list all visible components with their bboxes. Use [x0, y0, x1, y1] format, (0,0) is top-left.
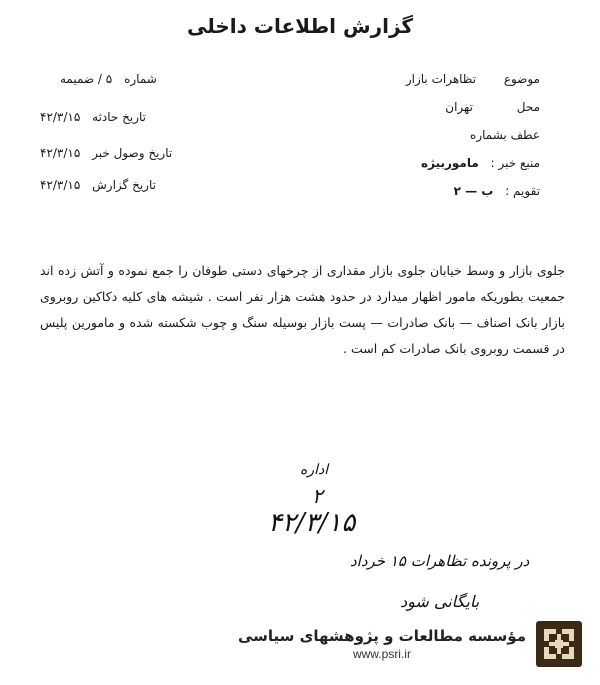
field-received-date-value: ۴۲/۳/۱۵: [40, 146, 81, 160]
handwritten-archive-note: بایگانی شود: [400, 592, 480, 611]
field-number: [60, 72, 157, 86]
field-report-date-value: ۴۲/۳/۱۵: [40, 178, 81, 192]
psri-logo-icon: [536, 621, 582, 667]
field-subject: [406, 72, 540, 86]
handwritten-number: ۲: [312, 484, 323, 508]
field-reference: [462, 128, 540, 142]
field-incident-date-label: تاریخ حادثه: [92, 110, 147, 124]
report-body: جلوی بازار و وسط خیابان جلوی بازار مقداری از چرخهای دستی طوفان را جمع نموده و آتش زده اند جمعیت بطوریکه مامور اظهار میدارد در حدود هشت هزار نفر است . شیشه های کلیه دکاکین روبروی بازار بانک اصناف — بانک صادرات — پست بازار بوسیله سنگ و چوب شکسته شده و مامورین پلیس در قسمت روبروی بانک صادرات کم است .: [40, 263, 565, 356]
field-incident-date-value: ۴۲/۳/۱۵: [40, 110, 81, 124]
field-source: [421, 156, 540, 170]
field-received-date: [40, 146, 172, 160]
field-calendar-label: تقویم :: [505, 184, 540, 198]
footer-text: [238, 627, 526, 661]
field-incident-date: [40, 110, 146, 124]
footer-url: www.psri.ir: [352, 647, 411, 661]
field-number-value: ۵ / ضمیمه: [60, 72, 113, 86]
field-calendar-value: ب — ۲: [453, 184, 494, 198]
field-location-value: تهران: [445, 100, 473, 114]
field-subject-value: تظاهرات بازار: [405, 72, 476, 86]
field-report-date: [40, 178, 156, 192]
field-source-label: منبع خبر :: [490, 156, 540, 170]
field-received-date-label: تاریخ وصول خبر: [92, 146, 173, 160]
field-subject-label: موضوع: [503, 72, 540, 86]
field-location-label: محل: [516, 100, 540, 114]
handwritten-note: اداره: [300, 462, 329, 478]
document-title: گزارش اطلاعات داخلی: [186, 14, 414, 38]
field-reference-label: عطف بشماره: [470, 128, 540, 142]
field-number-label: شماره: [124, 72, 157, 86]
field-report-date-label: تاریخ گزارش: [92, 178, 156, 192]
handwritten-date: ۴۲/۳/۱۵: [268, 508, 356, 538]
footer-branding: [238, 617, 582, 671]
footer-institute-name: مؤسسه مطالعات و پژوهشهای سیاسی: [237, 627, 526, 645]
handwritten-file-note: در پرونده تظاهرات ۱۵ خرداد: [350, 552, 530, 570]
field-calendar: [454, 184, 540, 198]
field-location: [445, 100, 540, 114]
field-source-value: ماموربیژه: [421, 156, 479, 170]
